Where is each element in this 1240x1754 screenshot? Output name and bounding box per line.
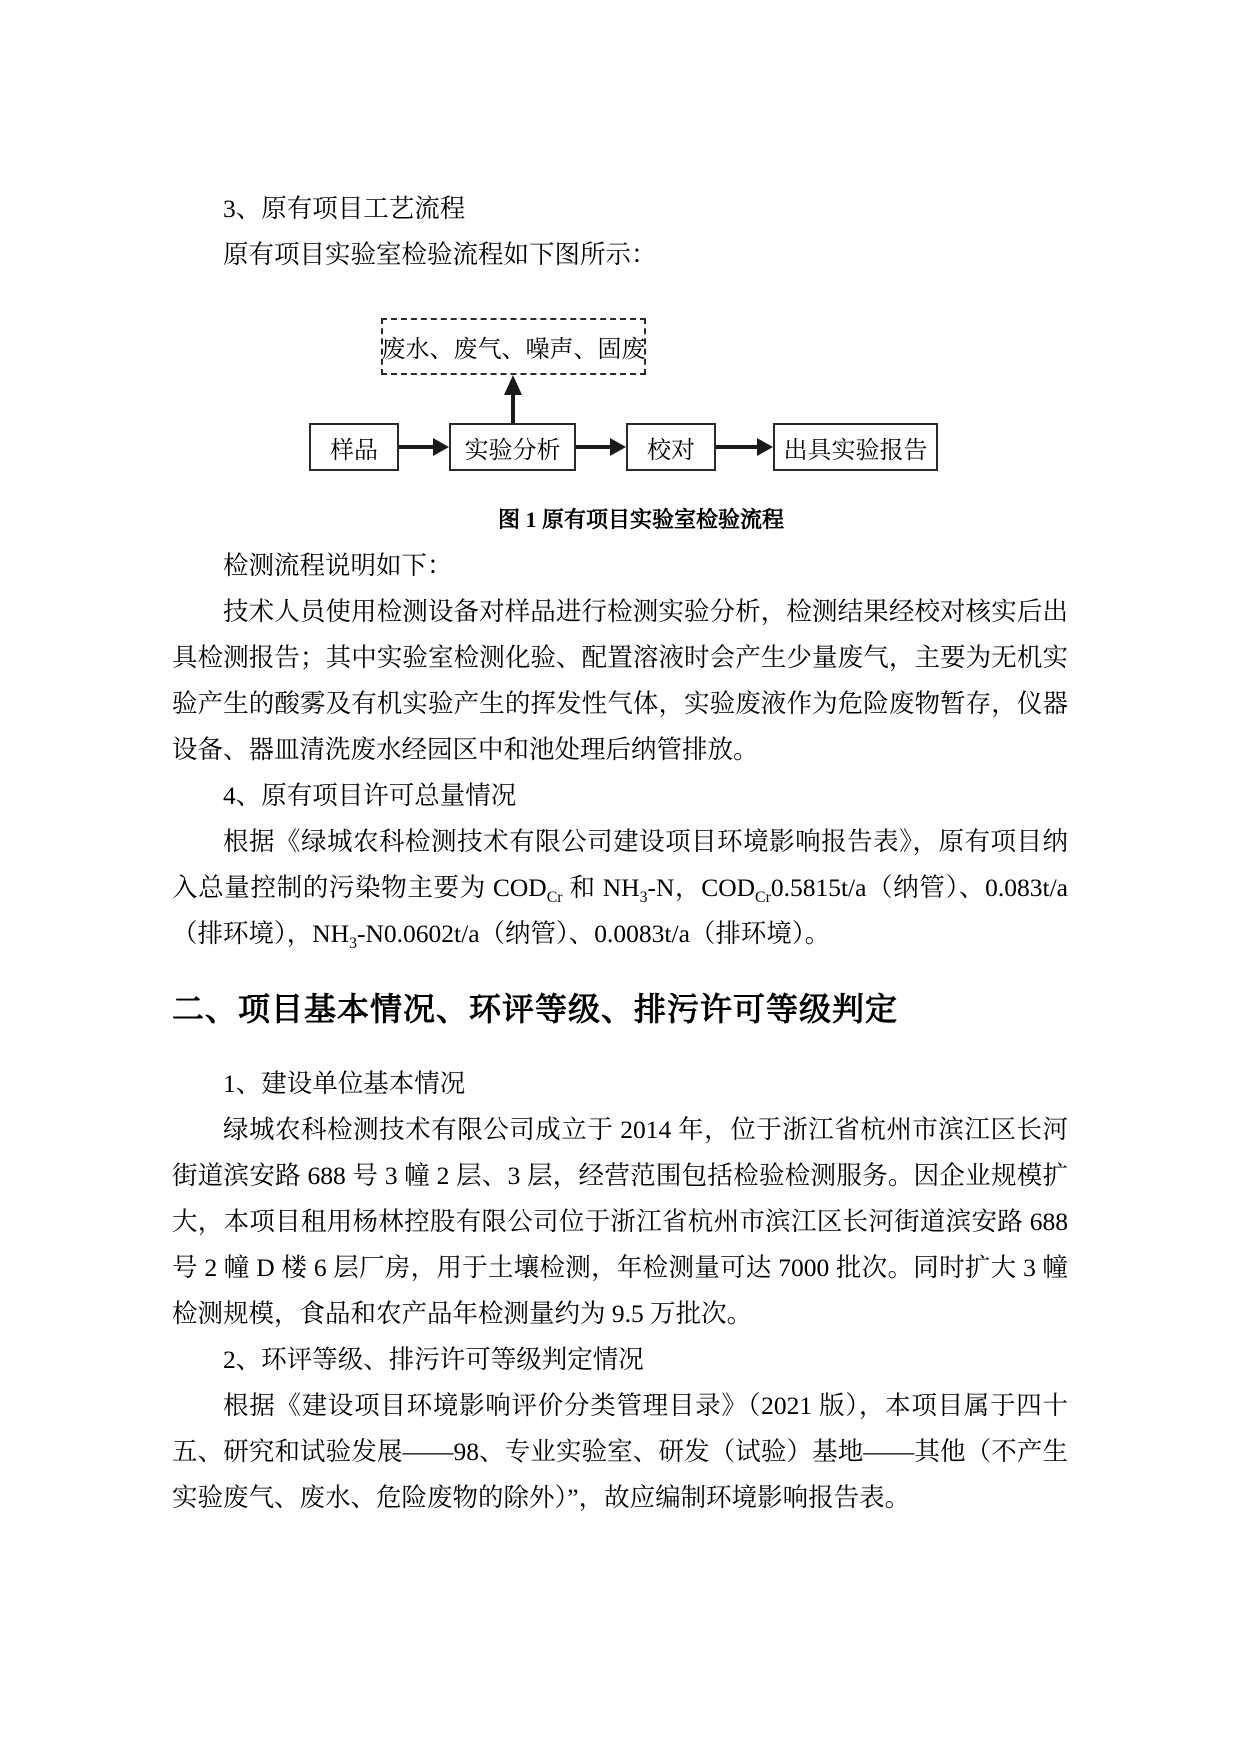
para-flow-note-title: 检测流程说明如下： bbox=[223, 551, 453, 580]
para-flow-description: 技术人员使用检测设备对样品进行检测实验分析，检测结果经校对核实后出具检测报告；其中实验室检测化验、配置溶液时会产生少量废气，主要为无机实验产生的酸雾及有机实验产生的挥发性气体，实验废液作为危险废物暂存，仪器设备、器皿清洗废水经园区中和池处理后纳管排放。 bbox=[172, 597, 1068, 764]
para-eia-title: 2、环评等级、排污许可等级判定情况 bbox=[223, 1345, 644, 1374]
flowchart-step-analysis: 实验分析 bbox=[449, 423, 576, 471]
section-heading: 二、项目基本情况、环评等级、排污许可等级判定 bbox=[172, 991, 899, 1027]
flowchart-step-proofread: 校对 bbox=[626, 423, 716, 471]
para-unit-detail: 绿城农科检测技术有限公司成立于 2014 年，位于浙江省杭州市滨江区长河街道滨安路 688 号 3 幢 2 层、3 层，经营范围包括检验检测服务。因企业规模扩大，本项目租用杨林控股有限公司位于浙江省杭州市滨江区长河街道滨安路 688 号 2 幢 D 楼 6 层厂房，用于土壤检测，年检测量可达 7000 批次。同时扩大 3 幢检测规模，食品和农产品年检测量约为 9.5 万批次。 bbox=[172, 1115, 1068, 1328]
para-eia-detail: 根据《建设项目环境影响评价分类管理目录》（2021 版），本项目属于四十五、研究和试验发展——98、专业实验室、研发（试验）基地——其他（不产生实验废气、废水、危险废物的除外）”，故应编制环境影响报告表。 bbox=[172, 1391, 1068, 1512]
para-unit-title: 1、建设单位基本情况 bbox=[223, 1069, 466, 1098]
flowchart-step-report: 出具实验报告 bbox=[773, 423, 938, 471]
flowchart-figure bbox=[172, 318, 1068, 471]
para-permit-detail: 根据《绿城农科检测技术有限公司建设项目环境影响报告表》，原有项目纳入总量控制的污染物主要为 $COD_{Cr}$ 和 $NH_3-N$，$COD_{Cr}0.5815t/a$（纳管）、0.083t/a（排环境），$NH_3-N0.0602t/a$（纳管）、0.0083t/a（排环境）。 bbox=[172, 827, 1068, 953]
flowchart-waste-label: 废水、废气、噪声、固废 bbox=[381, 337, 646, 363]
para-process-title: 3、原有项目工艺流程 bbox=[223, 194, 466, 223]
figure-caption: 图 1 原有项目实验室检验流程 bbox=[497, 507, 784, 532]
para-flow-intro: 原有项目实验室检验流程如下图所示： bbox=[223, 240, 657, 269]
para-permit-title: 4、原有项目许可总量情况 bbox=[223, 781, 517, 810]
flowchart-waste-box bbox=[381, 318, 646, 375]
flowchart-step-sample: 样品 bbox=[309, 423, 399, 471]
